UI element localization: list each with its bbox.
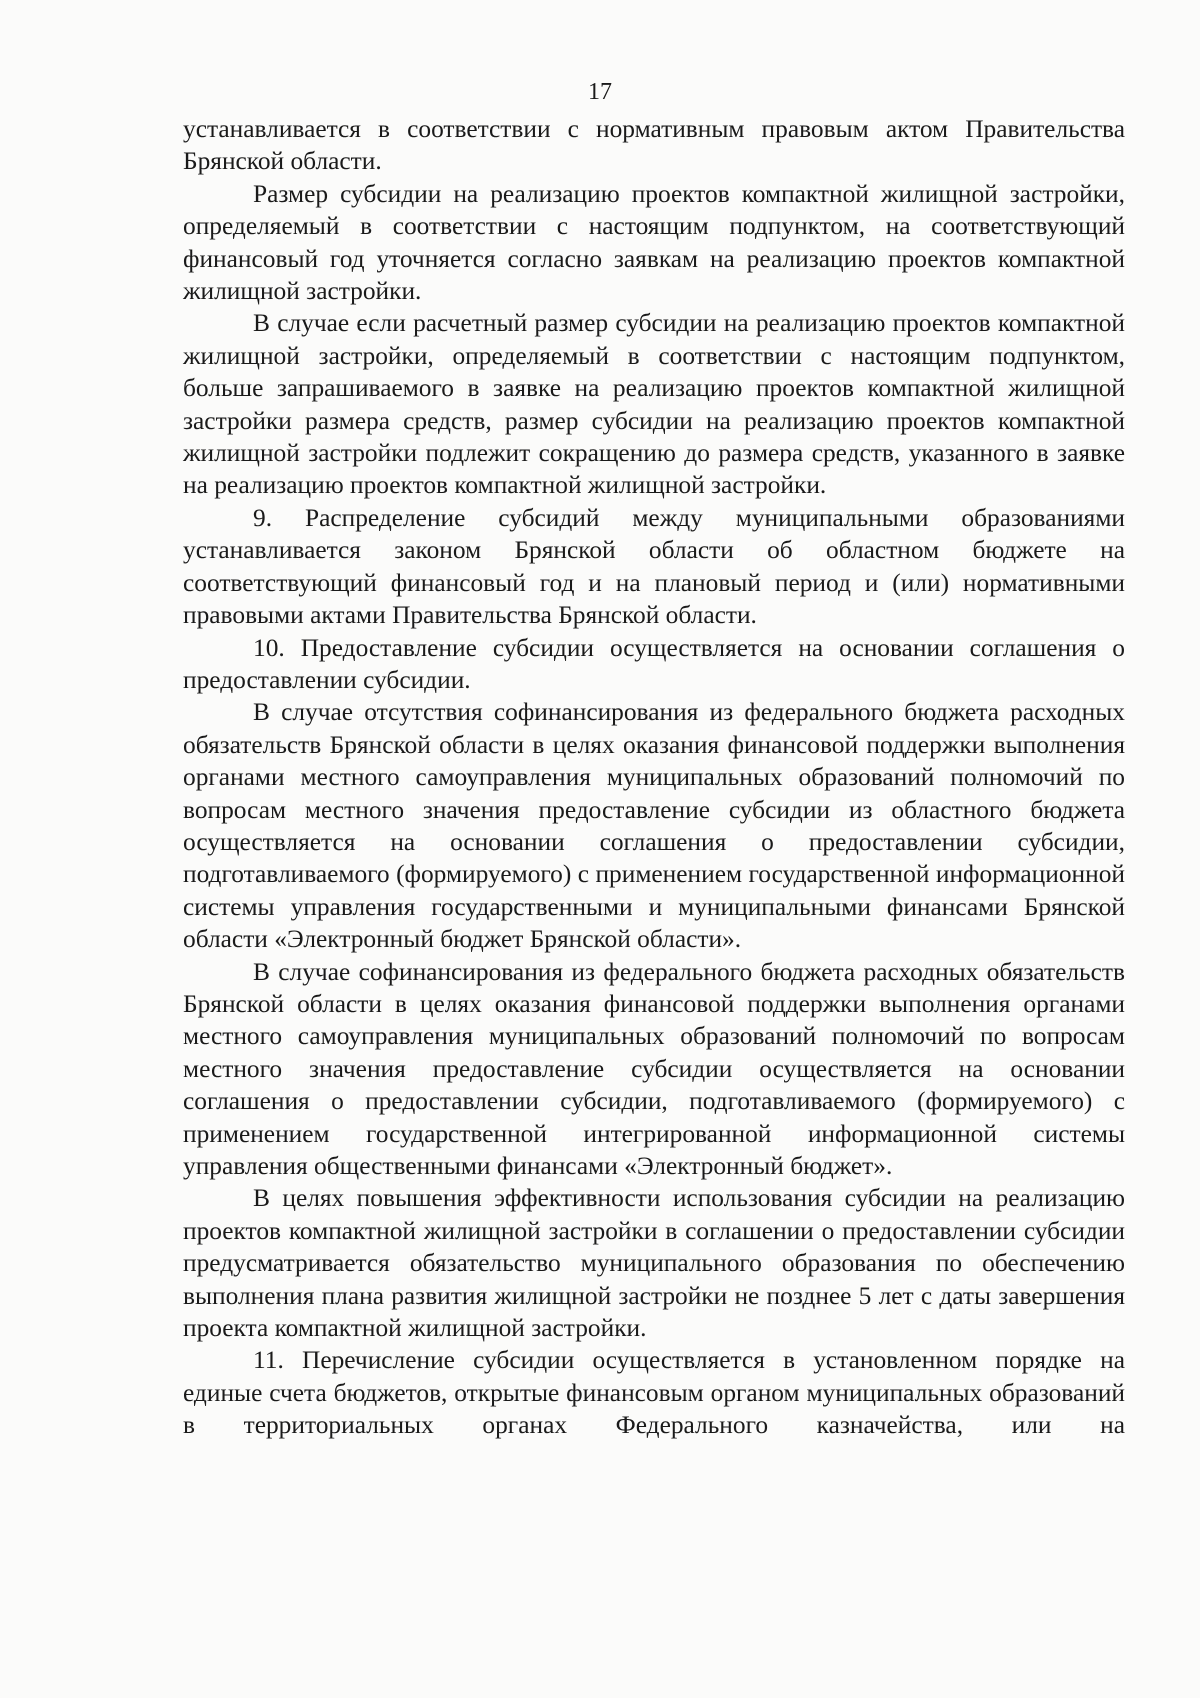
paragraph-no-federal-cofinancing: В случае отсутствия софинансирования из федерального бюджета расходных обязательств Брянской области в целях оказания финансовой поддержки выполнения органами местного самоуправления муниципальных образований полномочий по вопросам местного значения предоставление субсидии из областного бюджета осуществляется на основании соглашения о предоставлении субсидии, подготавливаемого (формируемого) с применением государственной информационной системы управления государственными и муниципальными финансами Брянской области «Электронный бюджет Брянской области». — [183, 698, 1125, 954]
paragraph-efficiency-obligation: В целях повышения эффективности использования субсидии на реализацию проектов компактной жилищной застройки в соглашении о предоставлении субсидии предусматривается обязательство муниципального образования по обеспечению выполнения плана развития жилищной застройки не позднее 5 лет с даты завершения проекта компактной жилищной застройки. — [183, 1184, 1125, 1343]
paragraph-federal-cofinancing: В случае софинансирования из федерального бюджета расходных обязательств Брянской области в целях оказания финансовой поддержки выполнения органами местного самоуправления муниципальных образований полномочий по вопросам местного значения предоставление субсидии осуществляется на основании соглашения о предоставлении субсидии, подготавливаемого (формируемого) с применением государственной интегрированной информационной системы управления общественными финансами «Электронный бюджет». — [183, 957, 1125, 1180]
paragraph-subsidy-reduction: В случае если расчетный размер субсидии на реализацию проектов компактной жилищной застройки, определяемый в соответствии с настоящим подпунктом, больше запрашиваемого в заявке на реализацию проектов компактной жилищной застройки размера средств, размер субсидии на реализацию проектов компактной жилищной застройки подлежит сокращению до размера средств, указанного в заявке на реализацию проектов компактной жилищной застройки. — [183, 309, 1125, 500]
paragraph-item-10: 10. Предоставление субсидии осуществляется на основании соглашения о предоставлении субсидии. — [183, 633, 1125, 694]
document-body — [183, 113, 1125, 1442]
paragraph-item-11: 11. Перечисление субсидии осуществляется в установленном порядке на единые счета бюджетов, открытые финансовым органом муниципальных образований в территориальных органах Федерального казначейства, или на — [183, 1346, 1125, 1440]
paragraph-subsidy-size-clarification: Размер субсидии на реализацию проектов компактной жилищной застройки, определяемый в соответствии с настоящим подпунктом, на соответствующий финансовый год уточняется согласно заявкам на реализацию проектов компактной жилищной застройки. — [183, 179, 1125, 306]
paragraph-item-9: 9. Распределение субсидий между муниципальными образованиями устанавливается законом Брянской области об областном бюджете на соответствующий финансовый год и на плановый период и (или) нормативными правовыми актами Правительства Брянской области. — [183, 503, 1125, 630]
page-number: 17 — [588, 79, 612, 105]
paragraph-continuation: устанавливается в соответствии с нормативным правовым актом Правительства Брянской области. — [183, 115, 1125, 176]
